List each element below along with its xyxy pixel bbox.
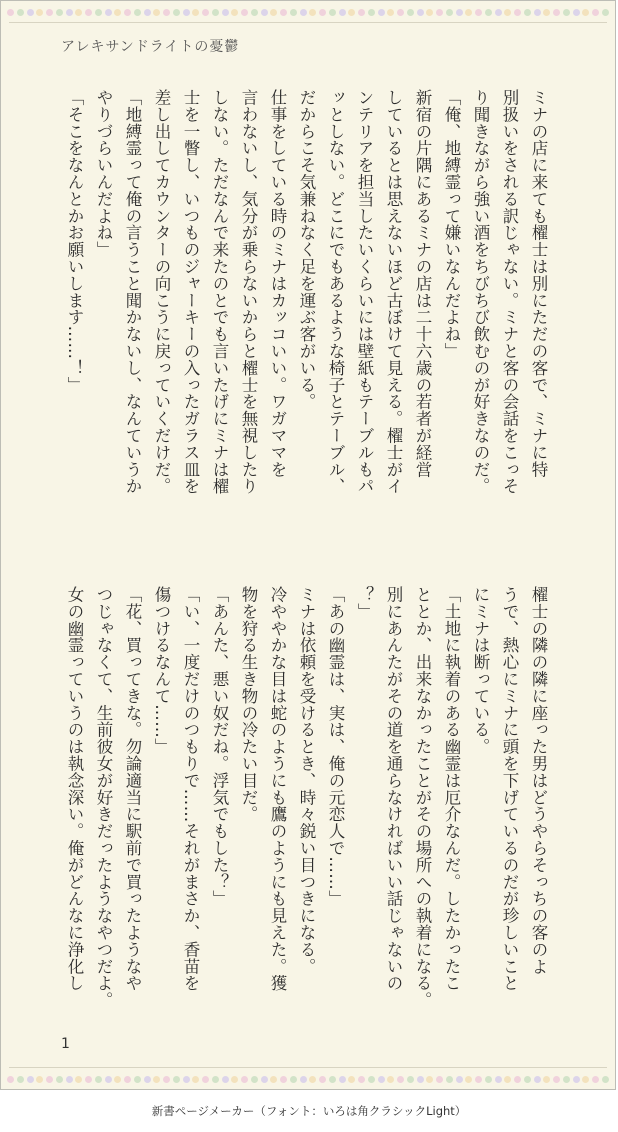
border-dot bbox=[17, 9, 24, 16]
text-line: うで、熱心にミナに頭を下げているのだが珍しいこと bbox=[500, 586, 519, 992]
border-dot bbox=[46, 1076, 53, 1083]
border-dot bbox=[280, 1076, 287, 1083]
top-divider bbox=[9, 22, 607, 23]
border-dot bbox=[241, 9, 248, 16]
border-dot bbox=[17, 1076, 24, 1083]
border-dot bbox=[27, 9, 34, 16]
border-dot bbox=[475, 1076, 482, 1083]
border-dot bbox=[56, 9, 63, 16]
bottom-divider bbox=[9, 1067, 607, 1068]
text-line: り聞きながら強い酒をちびちび飲むのが好きなのだ。 bbox=[471, 89, 490, 495]
border-dot bbox=[251, 9, 258, 16]
text-line: 仕事をしている時のミナはカッコいい。ワガママを bbox=[268, 89, 287, 478]
border-dot bbox=[241, 1076, 248, 1083]
border-dot bbox=[407, 9, 414, 16]
text-line: 言わないし、気分が乗らないからと櫂士を無視したり bbox=[239, 89, 258, 495]
border-dot bbox=[504, 9, 511, 16]
text-line: 冷ややかな目は蛇のようにも鷹のようにも見えた。獲 bbox=[268, 586, 287, 992]
border-dot bbox=[300, 9, 307, 16]
border-dot bbox=[339, 9, 346, 16]
border-dot bbox=[368, 9, 375, 16]
border-dot bbox=[105, 1076, 112, 1083]
border-dot bbox=[261, 1076, 268, 1083]
border-dot bbox=[153, 1076, 160, 1083]
border-dot bbox=[27, 1076, 34, 1083]
text-line: 別にあんたがその道を通らなければいい話じゃないの bbox=[384, 586, 403, 992]
border-dot bbox=[329, 9, 336, 16]
border-dot bbox=[290, 9, 297, 16]
border-dot bbox=[348, 1076, 355, 1083]
border-dot bbox=[280, 9, 287, 16]
border-dot bbox=[56, 1076, 63, 1083]
border-dot bbox=[114, 9, 121, 16]
text-line: 傷つけるなんて……」 bbox=[152, 586, 171, 755]
border-dot bbox=[7, 1076, 14, 1083]
text-line: しているとは思えないほど古ぼけて見える。櫂士がイ bbox=[384, 89, 403, 495]
border-dot bbox=[543, 1076, 550, 1083]
border-dot bbox=[495, 9, 502, 16]
border-dot bbox=[602, 9, 609, 16]
border-dot bbox=[192, 9, 199, 16]
border-dot bbox=[319, 1076, 326, 1083]
border-dot bbox=[436, 9, 443, 16]
border-dot bbox=[85, 1076, 92, 1083]
border-dot bbox=[251, 1076, 258, 1083]
border-dot bbox=[192, 1076, 199, 1083]
border-dot bbox=[46, 9, 53, 16]
border-dot bbox=[504, 1076, 511, 1083]
border-dot bbox=[290, 1076, 297, 1083]
border-dot bbox=[105, 9, 112, 16]
border-dot bbox=[319, 9, 326, 16]
border-dot bbox=[212, 1076, 219, 1083]
border-dot bbox=[426, 9, 433, 16]
border-dot bbox=[582, 9, 589, 16]
border-dot bbox=[358, 1076, 365, 1083]
text-line: ミナの店に来ても櫂士は別にただの客で、ミナに特 bbox=[529, 89, 548, 478]
border-dot bbox=[124, 1076, 131, 1083]
text-line: 櫂士の隣の隣に座った男はどうやらそっちの客のよ bbox=[529, 586, 548, 975]
border-dot bbox=[134, 9, 141, 16]
border-dot bbox=[163, 9, 170, 16]
text-line: 「そこをなんとかお願いします……！」 bbox=[65, 89, 84, 394]
border-dot bbox=[348, 9, 355, 16]
text-line: 差し出してカウンターの向こうに戻っていくだけだ。 bbox=[152, 89, 171, 495]
border-dot bbox=[485, 9, 492, 16]
text-line: 「あんた、悪い奴だね。浮気でもした？」 bbox=[210, 586, 229, 908]
border-dot bbox=[212, 9, 219, 16]
border-dot bbox=[592, 1076, 599, 1083]
border-dot bbox=[144, 9, 151, 16]
border-dot bbox=[563, 1076, 570, 1083]
border-dot bbox=[534, 9, 541, 16]
border-dot bbox=[446, 9, 453, 16]
border-dot bbox=[85, 9, 92, 16]
border-dot bbox=[553, 9, 560, 16]
text-line: にミナは断っている。 bbox=[471, 586, 490, 755]
border-dot bbox=[36, 1076, 43, 1083]
border-dot bbox=[124, 9, 131, 16]
border-dot bbox=[95, 1076, 102, 1083]
border-dot bbox=[222, 9, 229, 16]
border-dot bbox=[553, 1076, 560, 1083]
text-line: だからこそ気兼ねなく足を運ぶ客がいる。 bbox=[297, 89, 316, 411]
text-line: しない。ただなんで来たのとでも言いたげにミナは櫂 bbox=[210, 89, 229, 495]
border-dot bbox=[183, 9, 190, 16]
border-dot bbox=[543, 9, 550, 16]
text-line: 「あの幽霊は、実は、俺の元恋人で……」 bbox=[326, 586, 345, 908]
text-line: ッとしない。どこにでもあるような椅子とテーブル、 bbox=[326, 89, 345, 495]
border-dot bbox=[582, 1076, 589, 1083]
border-dot bbox=[202, 1076, 209, 1083]
border-dot bbox=[358, 9, 365, 16]
text-line: 「地縛霊って俺の言うこと聞かないし、なんていうか bbox=[123, 89, 142, 495]
text-line: ととか、出来なかったことがその場所への執着になる。 bbox=[413, 586, 432, 1009]
border-dot bbox=[436, 1076, 443, 1083]
border-dot bbox=[261, 9, 268, 16]
text-line: 「俺、地縛霊って嫌いなんだよね」 bbox=[442, 89, 461, 360]
border-dot bbox=[417, 1076, 424, 1083]
border-dot bbox=[173, 9, 180, 16]
border-dot bbox=[534, 1076, 541, 1083]
border-dot bbox=[270, 1076, 277, 1083]
border-dot bbox=[222, 1076, 229, 1083]
page-header-title: アレキサンドライトの憂鬱 bbox=[61, 39, 240, 55]
text-line: 「い、一度だけのつもりで……それがまさか、香苗を bbox=[181, 586, 200, 992]
text-block-lower bbox=[53, 586, 553, 1026]
border-dot bbox=[407, 1076, 414, 1083]
border-dot bbox=[514, 9, 521, 16]
text-line: 新宿の片隅にあるミナの店は二十六歳の若者が経営 bbox=[413, 89, 432, 478]
border-dot bbox=[417, 9, 424, 16]
border-dot bbox=[602, 1076, 609, 1083]
border-dot bbox=[592, 9, 599, 16]
border-dot bbox=[368, 1076, 375, 1083]
border-dot bbox=[378, 9, 385, 16]
border-dot bbox=[495, 1076, 502, 1083]
border-dot bbox=[300, 1076, 307, 1083]
border-dot bbox=[309, 1076, 316, 1083]
border-dot bbox=[465, 1076, 472, 1083]
border-dot bbox=[456, 1076, 463, 1083]
border-dot bbox=[514, 1076, 521, 1083]
border-dot bbox=[173, 1076, 180, 1083]
border-dot bbox=[475, 9, 482, 16]
text-line: ？」 bbox=[355, 586, 374, 620]
border-dot bbox=[144, 1076, 151, 1083]
border-dot bbox=[153, 9, 160, 16]
border-dot bbox=[397, 9, 404, 16]
text-line: 「花、買ってきな。勿論適当に駅前で買ったようなや bbox=[123, 586, 142, 992]
border-dot bbox=[183, 1076, 190, 1083]
border-dot bbox=[378, 1076, 385, 1083]
border-dot bbox=[231, 1076, 238, 1083]
border-dot bbox=[573, 9, 580, 16]
text-line: やりづらいんだよね」 bbox=[94, 89, 113, 258]
text-line: つじゃなくて、生前彼女が好きだったようなやつだよ。 bbox=[94, 586, 113, 1009]
border-dot bbox=[95, 9, 102, 16]
border-dot bbox=[36, 9, 43, 16]
border-dot bbox=[339, 1076, 346, 1083]
border-dot bbox=[573, 1076, 580, 1083]
decorative-dot-border-bottom bbox=[7, 1073, 609, 1085]
border-dot bbox=[446, 1076, 453, 1083]
page-number: 1 bbox=[61, 1036, 70, 1052]
border-dot bbox=[387, 9, 394, 16]
text-line: 女の幽霊っていうのは執念深い。俺がどんなに浄化し bbox=[65, 586, 84, 992]
decorative-dot-border-top bbox=[7, 6, 609, 18]
border-dot bbox=[66, 9, 73, 16]
border-dot bbox=[524, 1076, 531, 1083]
text-line: 士を一瞥し、いつものジャーキーの入ったガラス皿を bbox=[181, 89, 200, 495]
border-dot bbox=[456, 9, 463, 16]
border-dot bbox=[134, 1076, 141, 1083]
text-line: 「土地に執着のある幽霊は厄介なんだ。したかったこ bbox=[442, 586, 461, 992]
border-dot bbox=[75, 1076, 82, 1083]
border-dot bbox=[231, 9, 238, 16]
border-dot bbox=[163, 1076, 170, 1083]
page-caption: 新書ページメーカー（フォント：いろは角クラシックLight） bbox=[151, 1104, 467, 1118]
text-line: ミナは依頼を受けるとき、時々鋭い目つきになる。 bbox=[297, 586, 316, 975]
border-dot bbox=[485, 1076, 492, 1083]
border-dot bbox=[387, 1076, 394, 1083]
text-block-upper bbox=[53, 89, 553, 529]
border-dot bbox=[66, 1076, 73, 1083]
border-dot bbox=[329, 1076, 336, 1083]
border-dot bbox=[426, 1076, 433, 1083]
text-line: 物を狩る生き物の冷たい目だ。 bbox=[239, 586, 258, 823]
border-dot bbox=[7, 9, 14, 16]
border-dot bbox=[309, 9, 316, 16]
border-dot bbox=[563, 9, 570, 16]
border-dot bbox=[202, 9, 209, 16]
border-dot bbox=[465, 9, 472, 16]
border-dot bbox=[397, 1076, 404, 1083]
border-dot bbox=[524, 9, 531, 16]
border-dot bbox=[75, 9, 82, 16]
text-line: 別扱いをされる訳じゃない。ミナと客の会話をこっそ bbox=[500, 89, 519, 495]
border-dot bbox=[270, 9, 277, 16]
text-line: ンテリアを担当したいくらいには壁紙もテーブルもパ bbox=[355, 89, 374, 495]
border-dot bbox=[114, 1076, 121, 1083]
